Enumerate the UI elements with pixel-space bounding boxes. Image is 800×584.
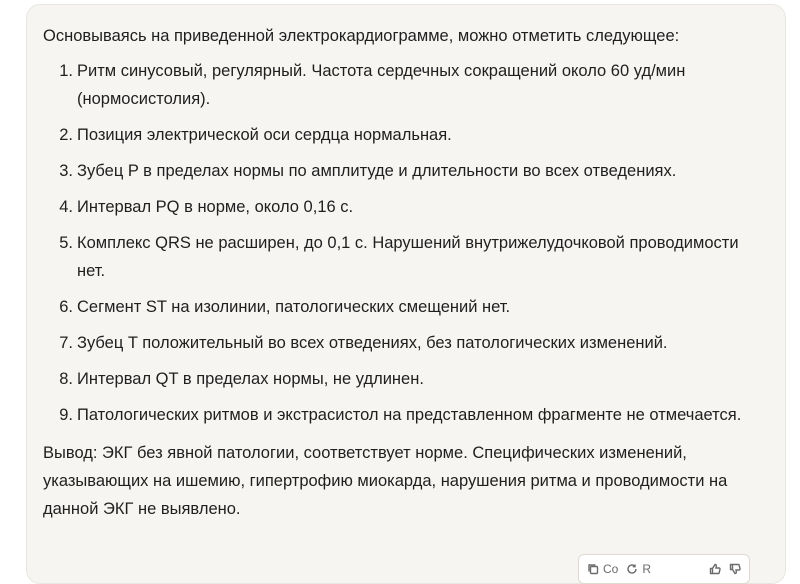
retry-button[interactable] <box>626 562 651 576</box>
list-text: Позиция электрической оси сердца нормальная. <box>77 126 452 144</box>
message-conclusion: Вывод: ЭКГ без явной патологии, соответствует норме. Специфических изменений, указывающих на ишемию, гипертрофию миокарда, нарушения ритма и проводимости на данной ЭКГ не выявлено. <box>43 444 728 518</box>
thumbs-down-icon <box>729 563 741 575</box>
assistant-message-card <box>26 4 786 584</box>
list-number: 2. <box>59 126 73 144</box>
list-item <box>43 57 763 113</box>
list-number: 7. <box>59 334 73 352</box>
message-intro: Основываясь на приведенной электрокардиограмме, можно отметить следующее: <box>43 27 680 45</box>
list-item <box>43 121 763 149</box>
list-text: Зубец P в пределах нормы по амплитуде и длительности во всех отведениях. <box>77 162 677 180</box>
list-number: 9. <box>59 406 73 424</box>
findings-list <box>43 57 763 429</box>
message-action-bar <box>578 554 750 584</box>
list-item <box>43 293 763 321</box>
list-text: Ритм синусовый, регулярный. Частота сердечных сокращений около 60 уд/мин (нормосистолия). <box>77 62 686 108</box>
list-number: 8. <box>59 370 73 388</box>
list-item <box>43 365 763 393</box>
thumbs-up-button[interactable] <box>709 563 721 575</box>
list-number: 6. <box>59 298 73 316</box>
thumbs-up-icon <box>709 563 721 575</box>
list-text: Патологических ритмов и экстрасистол на представленном фрагменте не отмечается. <box>77 406 742 424</box>
list-text: Интервал PQ в норме, около 0,16 с. <box>77 198 354 216</box>
message-content <box>43 22 763 523</box>
list-item <box>43 329 763 357</box>
list-number: 1. <box>59 62 73 80</box>
list-item <box>43 229 763 285</box>
copy-icon <box>587 563 599 575</box>
list-item <box>43 157 763 185</box>
list-text: Зубец T положительный во всех отведениях, без патологических изменений. <box>77 334 668 352</box>
thumbs-down-button[interactable] <box>729 563 741 575</box>
list-item <box>43 193 763 221</box>
retry-icon <box>626 563 638 575</box>
list-number: 5. <box>59 234 73 252</box>
list-item <box>43 401 763 429</box>
copy-button[interactable] <box>587 562 618 576</box>
retry-label: R <box>642 562 652 576</box>
list-text: Интервал QT в пределах нормы, не удлинен. <box>77 370 424 388</box>
copy-label: Co <box>603 562 619 576</box>
list-number: 3. <box>59 162 73 180</box>
list-text: Сегмент ST на изолинии, патологических смещений нет. <box>77 298 511 316</box>
list-number: 4. <box>59 198 73 216</box>
list-text: Комплекс QRS не расширен, до 0,1 с. Нарушений внутрижелудочковой проводимости нет. <box>77 234 739 280</box>
